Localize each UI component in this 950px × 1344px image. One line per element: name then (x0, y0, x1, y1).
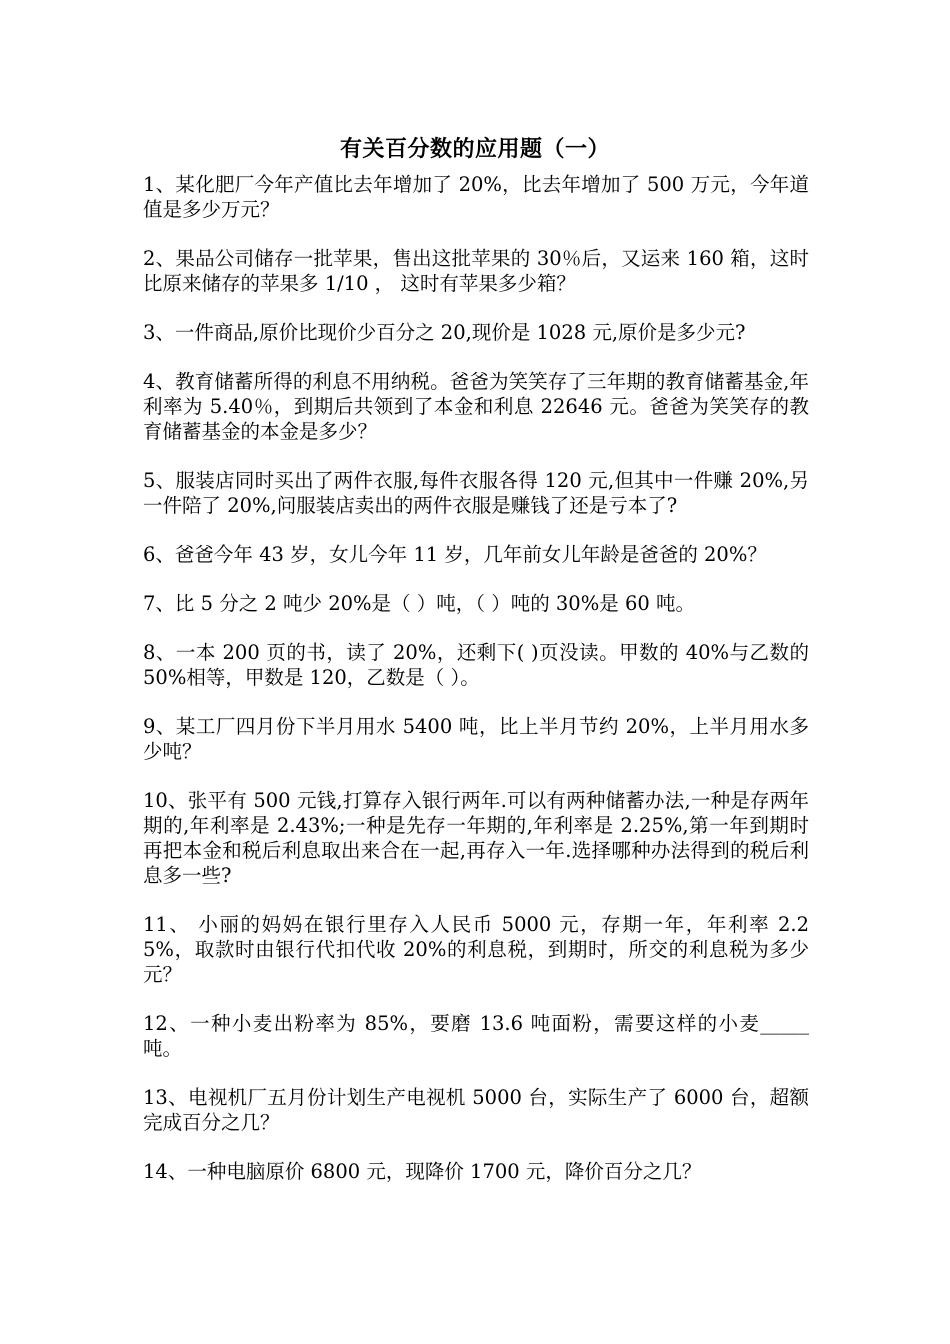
question-4: 4、教育储蓄所得的利息不用纳税。爸爸为笑笑存了三年期的教育储蓄基金,年利率为 5.40％，到期后共领到了本金和利息 22646 元。爸爸为笑笑存的教育储蓄基金的本金是多少？ (143, 370, 809, 443)
question-1: 1、某化肥厂今年产值比去年增加了 20%，比去年增加了 500 万元，今年道值是多少万元？ (143, 173, 809, 221)
question-3: 3、一件商品,原价比现价少百分之 20,现价是 1028 元,原价是多少元? (143, 321, 746, 344)
question-12: 12、一种小麦出粉率为 85%，要磨 13.6 吨面粉，需要这样的小麦_____吨。 (143, 1012, 809, 1060)
question-7: 7、比 5 分之 2 吨少 20%是（ ）吨，（ ）吨的 30%是 60 吨。 (143, 592, 695, 615)
question-8: 8、一本 200 页的书，读了 20%，还剩下( )页没读。甲数的 40%与乙数的 50%相等，甲数是 120，乙数是（ ）。 (143, 641, 809, 689)
question-2: 2、果品公司储存一批苹果，售出这批苹果的 30％后，又运来 160 箱，这时比原来储存的苹果多 1/10 ， 这时有苹果多少箱？ (143, 247, 809, 295)
question-9: 9、某工厂四月份下半月用水 5400 吨，比上半月节约 20%，上半月用水多少吨？ (143, 715, 809, 763)
question-10: 10、张平有 500 元钱,打算存入银行两年.可以有两种储蓄办法,一种是存两年期的,年利率是 2.43%;一种是先存一年期的,年利率是 2.25%,第一年到期时再把本金和税后利息取出来合在一起,再存入一年.选择哪种办法得到的税后利息多一些? (143, 789, 809, 887)
question-14: 14、一种电脑原价 6800 元，现降价 1700 元，降价百分之几？ (143, 1160, 702, 1183)
page-title: 有关百分数的应用题（一） (339, 136, 610, 162)
question-11: 11、 小丽的妈妈在银行里存入人民币 5000 元，存期一年，年利率 2.25%，取款时由银行代扣代收 20%的利息税，到期时，所交的利息税为多少元？ (143, 913, 809, 986)
question-13: 13、电视机厂五月份计划生产电视机 5000 台，实际生产了 6000 台，超额完成百分之几？ (143, 1086, 809, 1134)
question-6: 6、爸爸今年 43 岁，女儿今年 11 岁，几年前女儿年龄是爸爸的 20%？ (143, 543, 767, 566)
question-5: 5、服装店同时买出了两件衣服,每件衣服各得 120 元,但其中一件赚 20%,另一件陪了 20%,问服装店卖出的两件衣服是赚钱了还是亏本了? (143, 469, 809, 517)
question-list (143, 172, 809, 1208)
